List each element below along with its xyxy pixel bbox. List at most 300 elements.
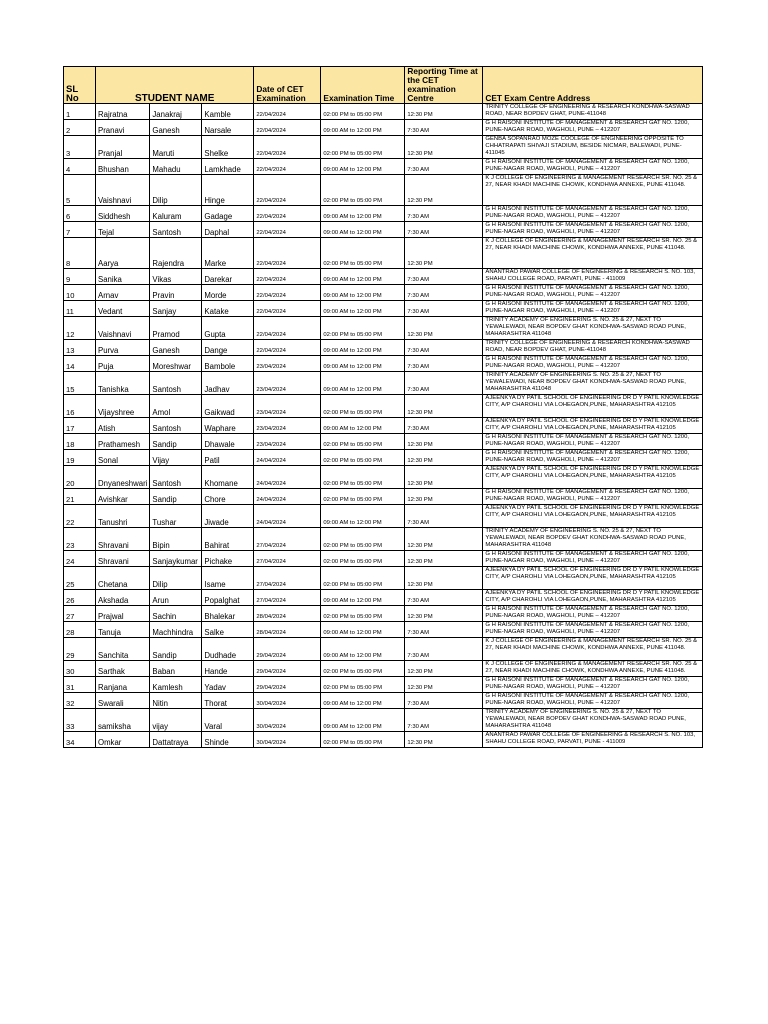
exam-time-cell: 02:00 PM to 05:00 PM [321,450,405,466]
date-cell: 27/04/2024 [254,551,321,567]
date-header: Date of CET Examination [254,67,321,104]
reporting-time-cell: 7:30 AM [405,159,483,175]
sl-cell: 29 [64,638,96,661]
first-name-cell: Shravani [96,551,150,567]
last-name-cell: Gadage [202,206,254,222]
reporting-time-cell: 7:30 AM [405,638,483,661]
middle-name-cell: Sandip [150,638,202,661]
last-name-cell: Jiwade [202,505,254,528]
first-name-cell: Tanishka [96,372,150,395]
reporting-time-cell: 12:30 PM [405,238,483,269]
sl-cell: 30 [64,661,96,677]
table-row [64,434,703,450]
table-row [64,340,703,356]
first-name-cell: Vaishnavi [96,175,150,206]
exam-time-cell: 09:00 AM to 12:00 PM [321,590,405,606]
sl-cell: 21 [64,489,96,505]
address-cell: G H RAISONI INSTITUTE OF MANAGEMENT & RESEARCH GAT NO. 1200, PUNE-NAGAR ROAD, WAGHOLI, PUNE – 412207 [483,285,703,301]
table-row [64,466,703,489]
address-cell: G H RAISONI INSTITUTE OF MANAGEMENT & RESEARCH GAT NO. 1200, PUNE-NAGAR ROAD, WAGHOLI, PUNE – 412207 [483,489,703,505]
middle-name-cell: Dilip [150,175,202,206]
date-cell: 27/04/2024 [254,567,321,590]
first-name-cell: samiksha [96,709,150,732]
exam-time-cell: 09:00 AM to 12:00 PM [321,693,405,709]
date-cell: 28/04/2024 [254,606,321,622]
table-row [64,317,703,340]
date-cell: 27/04/2024 [254,590,321,606]
exam-time-cell: 09:00 AM to 12:00 PM [321,159,405,175]
exam-time-cell: 02:00 PM to 05:00 PM [321,136,405,159]
table-row [64,709,703,732]
exam-time-cell: 09:00 AM to 12:00 PM [321,638,405,661]
last-name-cell: Khomane [202,466,254,489]
sl-cell: 25 [64,567,96,590]
address-cell: AJEENKYA DY PATIL SCHOOL OF ENGINEERING DR D Y PATIL KNOWLEDGE CITY, A/P CHAROHLI VIA LOHEGAON,PUNE, MAHARASHTRA 412105 [483,418,703,434]
address-cell: G H RAISONI INSTITUTE OF MANAGEMENT & RESEARCH GAT NO. 1200, PUNE-NAGAR ROAD, WAGHOLI, PUNE – 412207 [483,693,703,709]
address-cell: ANANTRAO PAWAR COLLEGE OF ENGINEERING & RESEARCH S. NO. 103, SHAHU COLLEGE ROAD, PARVATI, PUNE - 411009 [483,732,703,748]
date-cell: 22/04/2024 [254,340,321,356]
last-name-cell: Darekar [202,269,254,285]
last-name-cell: Shinde [202,732,254,748]
middle-name-cell: Dattatraya [150,732,202,748]
table-row [64,104,703,120]
first-name-cell: Arnav [96,285,150,301]
last-name-cell: Dudhade [202,638,254,661]
address-cell: TRINITY COLLEGE OF ENGINEERING & RESEARCH KONDHWA-SASWAD ROAD, NEAR BOPDEV GHAT, PUNE-411048 [483,104,703,120]
exam-time-cell: 02:00 PM to 05:00 PM [321,434,405,450]
middle-name-cell: Janakraj [150,104,202,120]
reporting-time-cell: 12:30 PM [405,551,483,567]
table-row [64,505,703,528]
first-name-cell: Prajwal [96,606,150,622]
address-cell: AJEENKYA DY PATIL SCHOOL OF ENGINEERING DR D Y PATIL KNOWLEDGE CITY, A/P CHAROHLI VIA LOHEGAON,PUNE, MAHARASHTRA 412105 [483,567,703,590]
first-name-cell: Tanuja [96,622,150,638]
exam-time-cell: 02:00 PM to 05:00 PM [321,661,405,677]
first-name-cell: Tanushri [96,505,150,528]
table-row [64,551,703,567]
student-name-header: STUDENT NAME [96,67,254,104]
last-name-cell: Varal [202,709,254,732]
middle-name-cell: Sachin [150,606,202,622]
reporting-time-cell: 7:30 AM [405,301,483,317]
last-name-cell: Shelke [202,136,254,159]
date-cell: 22/04/2024 [254,104,321,120]
first-name-cell: Bhushan [96,159,150,175]
first-name-cell: Tejal [96,222,150,238]
middle-name-cell: Sandip [150,489,202,505]
sl-cell: 24 [64,551,96,567]
reporting-time-cell: 7:30 AM [405,120,483,136]
last-name-cell: Daphal [202,222,254,238]
middle-name-cell: Sanjaykumar [150,551,202,567]
reporting-time-cell: 7:30 AM [405,269,483,285]
first-name-cell: Prathamesh [96,434,150,450]
table-row [64,693,703,709]
date-cell: 30/04/2024 [254,709,321,732]
table-row [64,677,703,693]
last-name-cell: Morde [202,285,254,301]
sl-cell: 26 [64,590,96,606]
address-cell: TRINITY ACADEMY OF ENGINEERING S. NO. 25 & 27, NEXT TO YEWALEWADI, NEAR BOPDEV GHAT KONDHWA-SASWAD ROAD PUNE, MAHARASHTRA 411048 [483,528,703,551]
reporting-time-cell: 7:30 AM [405,285,483,301]
reporting-time-cell: 7:30 AM [405,340,483,356]
table-row [64,238,703,269]
middle-name-cell: Vijay [150,450,202,466]
exam-time-cell: 09:00 AM to 12:00 PM [321,301,405,317]
address-cell: K J COLLEGE OF ENGINEERING & MANAGEMENT RESEARCH SR. NO. 25 & 27, NEAR KHADI MACHINE CHOWK, KONDHWA ANNEXE, PUNE 411048. [483,661,703,677]
first-name-cell: Sonal [96,450,150,466]
exam-time-cell: 09:00 AM to 12:00 PM [321,709,405,732]
table-row [64,450,703,466]
middle-name-cell: Amol [150,395,202,418]
table-row [64,136,703,159]
middle-name-cell: Kamlesh [150,677,202,693]
middle-name-cell: Vikas [150,269,202,285]
sl-cell: 23 [64,528,96,551]
first-name-cell: Purva [96,340,150,356]
reporting-time-cell: 12:30 PM [405,434,483,450]
address-cell: AJEENKYA DY PATIL SCHOOL OF ENGINEERING DR D Y PATIL KNOWLEDGE CITY, A/P CHAROHLI VIA LOHEGAON,PUNE, MAHARASHTRA 412105 [483,505,703,528]
sl-cell: 11 [64,301,96,317]
last-name-cell: Isame [202,567,254,590]
table-row [64,622,703,638]
date-cell: 24/04/2024 [254,450,321,466]
middle-name-cell: Rajendra [150,238,202,269]
exam-time-cell: 02:00 PM to 05:00 PM [321,606,405,622]
address-cell: AJEENKYA DY PATIL SCHOOL OF ENGINEERING DR D Y PATIL KNOWLEDGE CITY, A/P CHAROHLI VIA LOHEGAON,PUNE, MAHARASHTRA 412105 [483,466,703,489]
date-cell: 28/04/2024 [254,622,321,638]
middle-name-cell: Santosh [150,466,202,489]
exam-time-cell: 09:00 AM to 12:00 PM [321,222,405,238]
reporting-time-cell: 7:30 AM [405,709,483,732]
middle-name-cell: Bipin [150,528,202,551]
middle-name-cell: Baban [150,661,202,677]
exam-time-cell: 02:00 PM to 05:00 PM [321,466,405,489]
reporting-time-cell: 12:30 PM [405,104,483,120]
last-name-cell: Waphare [202,418,254,434]
last-name-cell: Bahirat [202,528,254,551]
last-name-cell: Bhalekar [202,606,254,622]
last-name-cell: Marke [202,238,254,269]
sl-cell: 13 [64,340,96,356]
table-row [64,395,703,418]
table-row [64,418,703,434]
sl-cell: 19 [64,450,96,466]
exam-time-cell: 09:00 AM to 12:00 PM [321,206,405,222]
reporting-time-cell: 12:30 PM [405,466,483,489]
first-name-cell: Aarya [96,238,150,269]
exam-time-cell: 02:00 PM to 05:00 PM [321,732,405,748]
address-cell: TRINITY COLLEGE OF ENGINEERING & RESEARCH KONDHWA-SASWAD ROAD, NEAR BOPDEV GHAT, PUNE-411048 [483,340,703,356]
exam-time-cell: 02:00 PM to 05:00 PM [321,551,405,567]
reporting-time-cell: 7:30 AM [405,590,483,606]
address-cell: TRINITY ACADEMY OF ENGINEERING S. NO. 25 & 27, NEXT TO YEWALEWADI, NEAR BOPDEV GHAT KONDHWA-SASWAD ROAD PUNE, MAHARASHTRA 411048 [483,709,703,732]
address-cell: G H RAISONI INSTITUTE OF MANAGEMENT & RESEARCH GAT NO. 1200, PUNE-NAGAR ROAD, WAGHOLI, PUNE – 412207 [483,622,703,638]
table-row [64,301,703,317]
reporting-time-cell: 12:30 PM [405,528,483,551]
address-cell: GENBA SOPANRAO MOZE COOLEGE OF ENGINEERING OPPOSITE TO CHHATRAPATI SHIVAJI STADIUM, BESIDE NICMAR, BALEWADI, PUNE- 411045 [483,136,703,159]
sl-cell: 27 [64,606,96,622]
first-name-cell: Vaishnavi [96,317,150,340]
date-cell: 23/04/2024 [254,356,321,372]
first-name-cell: Pranavi [96,120,150,136]
sl-cell: 14 [64,356,96,372]
middle-name-cell: Kaluram [150,206,202,222]
middle-name-cell: Pramod [150,317,202,340]
address-cell: G H RAISONI INSTITUTE OF MANAGEMENT & RESEARCH GAT NO. 1200, PUNE-NAGAR ROAD, WAGHOLI, PUNE – 412207 [483,222,703,238]
table-row [64,356,703,372]
sl-cell: 31 [64,677,96,693]
first-name-cell: Shravani [96,528,150,551]
middle-name-cell: Machhindra [150,622,202,638]
table-row [64,638,703,661]
sl-cell: 3 [64,136,96,159]
exam-time-cell: 02:00 PM to 05:00 PM [321,567,405,590]
table-row [64,159,703,175]
last-name-cell: Dange [202,340,254,356]
address-cell: G H RAISONI INSTITUTE OF MANAGEMENT & RESEARCH GAT NO. 1200, PUNE-NAGAR ROAD, WAGHOLI, PUNE – 412207 [483,120,703,136]
cet-schedule-table [63,66,703,748]
reporting-time-cell: 12:30 PM [405,661,483,677]
sl-cell: 2 [64,120,96,136]
last-name-cell: Narsale [202,120,254,136]
date-cell: 27/04/2024 [254,528,321,551]
table-row [64,528,703,551]
exam-time-cell: 09:00 AM to 12:00 PM [321,372,405,395]
address-cell: G H RAISONI INSTITUTE OF MANAGEMENT & RESEARCH GAT NO. 1200, PUNE-NAGAR ROAD, WAGHOLI, PUNE – 412207 [483,206,703,222]
last-name-cell: Gupta [202,317,254,340]
header-row [64,67,703,104]
middle-name-cell: Tushar [150,505,202,528]
reporting-time-header: Reporting Time at the CET examination Centre [405,67,483,104]
sl-header: SL No [64,67,96,104]
address-cell: AJEENKYA DY PATIL SCHOOL OF ENGINEERING DR D Y PATIL KNOWLEDGE CITY, A/P CHAROHLI VIA LOHEGAON,PUNE, MAHARASHTRA 412105 [483,590,703,606]
first-name-cell: Chetana [96,567,150,590]
date-cell: 24/04/2024 [254,505,321,528]
address-cell: G H RAISONI INSTITUTE OF MANAGEMENT & RESEARCH GAT NO. 1200, PUNE-NAGAR ROAD, WAGHOLI, PUNE – 412207 [483,450,703,466]
reporting-time-cell: 7:30 AM [405,622,483,638]
sl-cell: 34 [64,732,96,748]
table-body [64,104,703,748]
sl-cell: 17 [64,418,96,434]
sl-cell: 1 [64,104,96,120]
table-row [64,222,703,238]
last-name-cell: Thorat [202,693,254,709]
sl-cell: 9 [64,269,96,285]
exam-time-cell: 02:00 PM to 05:00 PM [321,677,405,693]
exam-time-cell: 02:00 PM to 05:00 PM [321,489,405,505]
middle-name-cell: Nitin [150,693,202,709]
reporting-time-cell: 12:30 PM [405,567,483,590]
last-name-cell: Yadav [202,677,254,693]
first-name-cell: Sanika [96,269,150,285]
sl-cell: 16 [64,395,96,418]
first-name-cell: Vijayshree [96,395,150,418]
reporting-time-cell: 12:30 PM [405,136,483,159]
date-cell: 30/04/2024 [254,693,321,709]
middle-name-cell: vijay [150,709,202,732]
date-cell: 23/04/2024 [254,372,321,395]
last-name-cell: Kamble [202,104,254,120]
first-name-cell: Avishkar [96,489,150,505]
date-cell: 24/04/2024 [254,489,321,505]
sl-cell: 33 [64,709,96,732]
middle-name-cell: Ganesh [150,120,202,136]
address-cell: G H RAISONI INSTITUTE OF MANAGEMENT & RESEARCH GAT NO. 1200, PUNE-NAGAR ROAD, WAGHOLI, PUNE – 412207 [483,159,703,175]
table-row [64,661,703,677]
first-name-cell: Dnyaneshwari [96,466,150,489]
sl-cell: 20 [64,466,96,489]
address-cell: K J COLLEGE OF ENGINEERING & MANAGEMENT RESEARCH SR. NO. 25 & 27, NEAR KHADI MACHINE CHOWK, KONDHWA ANNEXE, PUNE 411048. [483,175,703,206]
middle-name-cell: Maruti [150,136,202,159]
last-name-cell: Lamkhade [202,159,254,175]
reporting-time-cell: 7:30 AM [405,693,483,709]
last-name-cell: Hinge [202,175,254,206]
date-cell: 29/04/2024 [254,638,321,661]
table-row [64,567,703,590]
exam-time-cell: 09:00 AM to 12:00 PM [321,505,405,528]
reporting-time-cell: 12:30 PM [405,317,483,340]
last-name-cell: Chore [202,489,254,505]
reporting-time-cell: 7:30 AM [405,356,483,372]
exam-time-cell: 09:00 AM to 12:00 PM [321,622,405,638]
last-name-cell: Bambole [202,356,254,372]
exam-time-cell: 02:00 PM to 05:00 PM [321,238,405,269]
middle-name-cell: Arun [150,590,202,606]
middle-name-cell: Santosh [150,418,202,434]
middle-name-cell: Ganesh [150,340,202,356]
date-cell: 23/04/2024 [254,434,321,450]
reporting-time-cell: 7:30 AM [405,505,483,528]
exam-time-header: Examination Time [321,67,405,104]
exam-time-cell: 09:00 AM to 12:00 PM [321,418,405,434]
table-row [64,269,703,285]
exam-time-cell: 02:00 PM to 05:00 PM [321,104,405,120]
date-cell: 22/04/2024 [254,159,321,175]
reporting-time-cell: 12:30 PM [405,489,483,505]
reporting-time-cell: 7:30 AM [405,206,483,222]
address-cell: K J COLLEGE OF ENGINEERING & MANAGEMENT RESEARCH SR. NO. 25 & 27, NEAR KHADI MACHINE CHOWK, KONDHWA ANNEXE, PUNE 411048. [483,238,703,269]
date-cell: 22/04/2024 [254,206,321,222]
table-row [64,285,703,301]
reporting-time-cell: 7:30 AM [405,222,483,238]
sl-cell: 18 [64,434,96,450]
sl-cell: 28 [64,622,96,638]
address-cell: G H RAISONI INSTITUTE OF MANAGEMENT & RESEARCH GAT NO. 1200, PUNE-NAGAR ROAD, WAGHOLI, PUNE – 412207 [483,606,703,622]
date-cell: 22/04/2024 [254,222,321,238]
last-name-cell: Jadhav [202,372,254,395]
date-cell: 22/04/2024 [254,269,321,285]
sl-cell: 8 [64,238,96,269]
table-row [64,206,703,222]
address-cell: G H RAISONI INSTITUTE OF MANAGEMENT & RESEARCH GAT NO. 1200, PUNE-NAGAR ROAD, WAGHOLI, PUNE – 412207 [483,434,703,450]
last-name-cell: Katake [202,301,254,317]
reporting-time-cell: 7:30 AM [405,418,483,434]
exam-time-cell: 09:00 AM to 12:00 PM [321,285,405,301]
sl-cell: 6 [64,206,96,222]
address-header: CET Exam Centre Address [483,67,703,104]
date-cell: 22/04/2024 [254,317,321,340]
last-name-cell: Pichake [202,551,254,567]
date-cell: 22/04/2024 [254,238,321,269]
last-name-cell: Salke [202,622,254,638]
reporting-time-cell: 12:30 PM [405,677,483,693]
table-row [64,590,703,606]
date-cell: 22/04/2024 [254,136,321,159]
first-name-cell: Sarthak [96,661,150,677]
date-cell: 23/04/2024 [254,395,321,418]
sl-cell: 5 [64,175,96,206]
first-name-cell: Swarali [96,693,150,709]
date-cell: 29/04/2024 [254,661,321,677]
date-cell: 23/04/2024 [254,418,321,434]
middle-name-cell: Santosh [150,372,202,395]
table-row [64,372,703,395]
address-cell: G H RAISONI INSTITUTE OF MANAGEMENT & RESEARCH GAT NO. 1200, PUNE-NAGAR ROAD, WAGHOLI, PUNE – 412207 [483,301,703,317]
last-name-cell: Popalghat [202,590,254,606]
reporting-time-cell: 12:30 PM [405,606,483,622]
reporting-time-cell: 12:30 PM [405,732,483,748]
first-name-cell: Vedant [96,301,150,317]
last-name-cell: Dhawale [202,434,254,450]
reporting-time-cell: 12:30 PM [405,395,483,418]
first-name-cell: Rajratna [96,104,150,120]
reporting-time-cell: 12:30 PM [405,175,483,206]
sl-cell: 32 [64,693,96,709]
first-name-cell: Pranjal [96,136,150,159]
date-cell: 22/04/2024 [254,301,321,317]
date-cell: 22/04/2024 [254,175,321,206]
first-name-cell: Omkar [96,732,150,748]
reporting-time-cell: 7:30 AM [405,372,483,395]
address-cell: G H RAISONI INSTITUTE OF MANAGEMENT & RESEARCH GAT NO. 1200, PUNE-NAGAR ROAD, WAGHOLI, PUNE – 412207 [483,356,703,372]
exam-time-cell: 09:00 AM to 12:00 PM [321,269,405,285]
middle-name-cell: Moreshwar [150,356,202,372]
address-cell: TRINITY ACADEMY OF ENGINEERING S. NO. 25 & 27, NEXT TO YEWALEWADI, NEAR BOPDEV GHAT KONDHWA-SASWAD ROAD PUNE, MAHARASHTRA 411048 [483,372,703,395]
exam-time-cell: 02:00 PM to 05:00 PM [321,395,405,418]
address-cell: G H RAISONI INSTITUTE OF MANAGEMENT & RESEARCH GAT NO. 1200, PUNE-NAGAR ROAD, WAGHOLI, PUNE – 412207 [483,677,703,693]
address-cell: AJEENKYA DY PATIL SCHOOL OF ENGINEERING DR D Y PATIL KNOWLEDGE CITY, A/P CHAROHLI VIA LOHEGAON,PUNE, MAHARASHTRA 412105 [483,395,703,418]
sl-cell: 7 [64,222,96,238]
table-row [64,120,703,136]
address-cell: K J COLLEGE OF ENGINEERING & MANAGEMENT RESEARCH SR. NO. 25 & 27, NEAR KHADI MACHINE CHOWK, KONDHWA ANNEXE, PUNE 411048. [483,638,703,661]
middle-name-cell: Sanjay [150,301,202,317]
exam-time-cell: 09:00 AM to 12:00 PM [321,340,405,356]
sl-cell: 15 [64,372,96,395]
last-name-cell: Patil [202,450,254,466]
date-cell: 22/04/2024 [254,120,321,136]
middle-name-cell: Pravin [150,285,202,301]
sl-cell: 10 [64,285,96,301]
middle-name-cell: Dilip [150,567,202,590]
date-cell: 22/04/2024 [254,285,321,301]
sl-cell: 22 [64,505,96,528]
reporting-time-cell: 12:30 PM [405,450,483,466]
table-row [64,732,703,748]
exam-time-cell: 02:00 PM to 05:00 PM [321,528,405,551]
address-cell: ANANTRAO PAWAR COLLEGE OF ENGINEERING & RESEARCH S. NO. 103, SHAHU COLLEGE ROAD, PARVATI, PUNE - 411009 [483,269,703,285]
sl-cell: 4 [64,159,96,175]
date-cell: 29/04/2024 [254,677,321,693]
first-name-cell: Sanchita [96,638,150,661]
exam-time-cell: 02:00 PM to 05:00 PM [321,175,405,206]
first-name-cell: Atish [96,418,150,434]
table-row [64,489,703,505]
exam-time-cell: 09:00 AM to 12:00 PM [321,356,405,372]
middle-name-cell: Mahadu [150,159,202,175]
first-name-cell: Siddhesh [96,206,150,222]
address-cell: TRINITY ACADEMY OF ENGINEERING S. NO. 25 & 27, NEXT TO YEWALEWADI, NEAR BOPDEV GHAT KONDHWA-SASWAD ROAD PUNE, MAHARASHTRA 411048 [483,317,703,340]
